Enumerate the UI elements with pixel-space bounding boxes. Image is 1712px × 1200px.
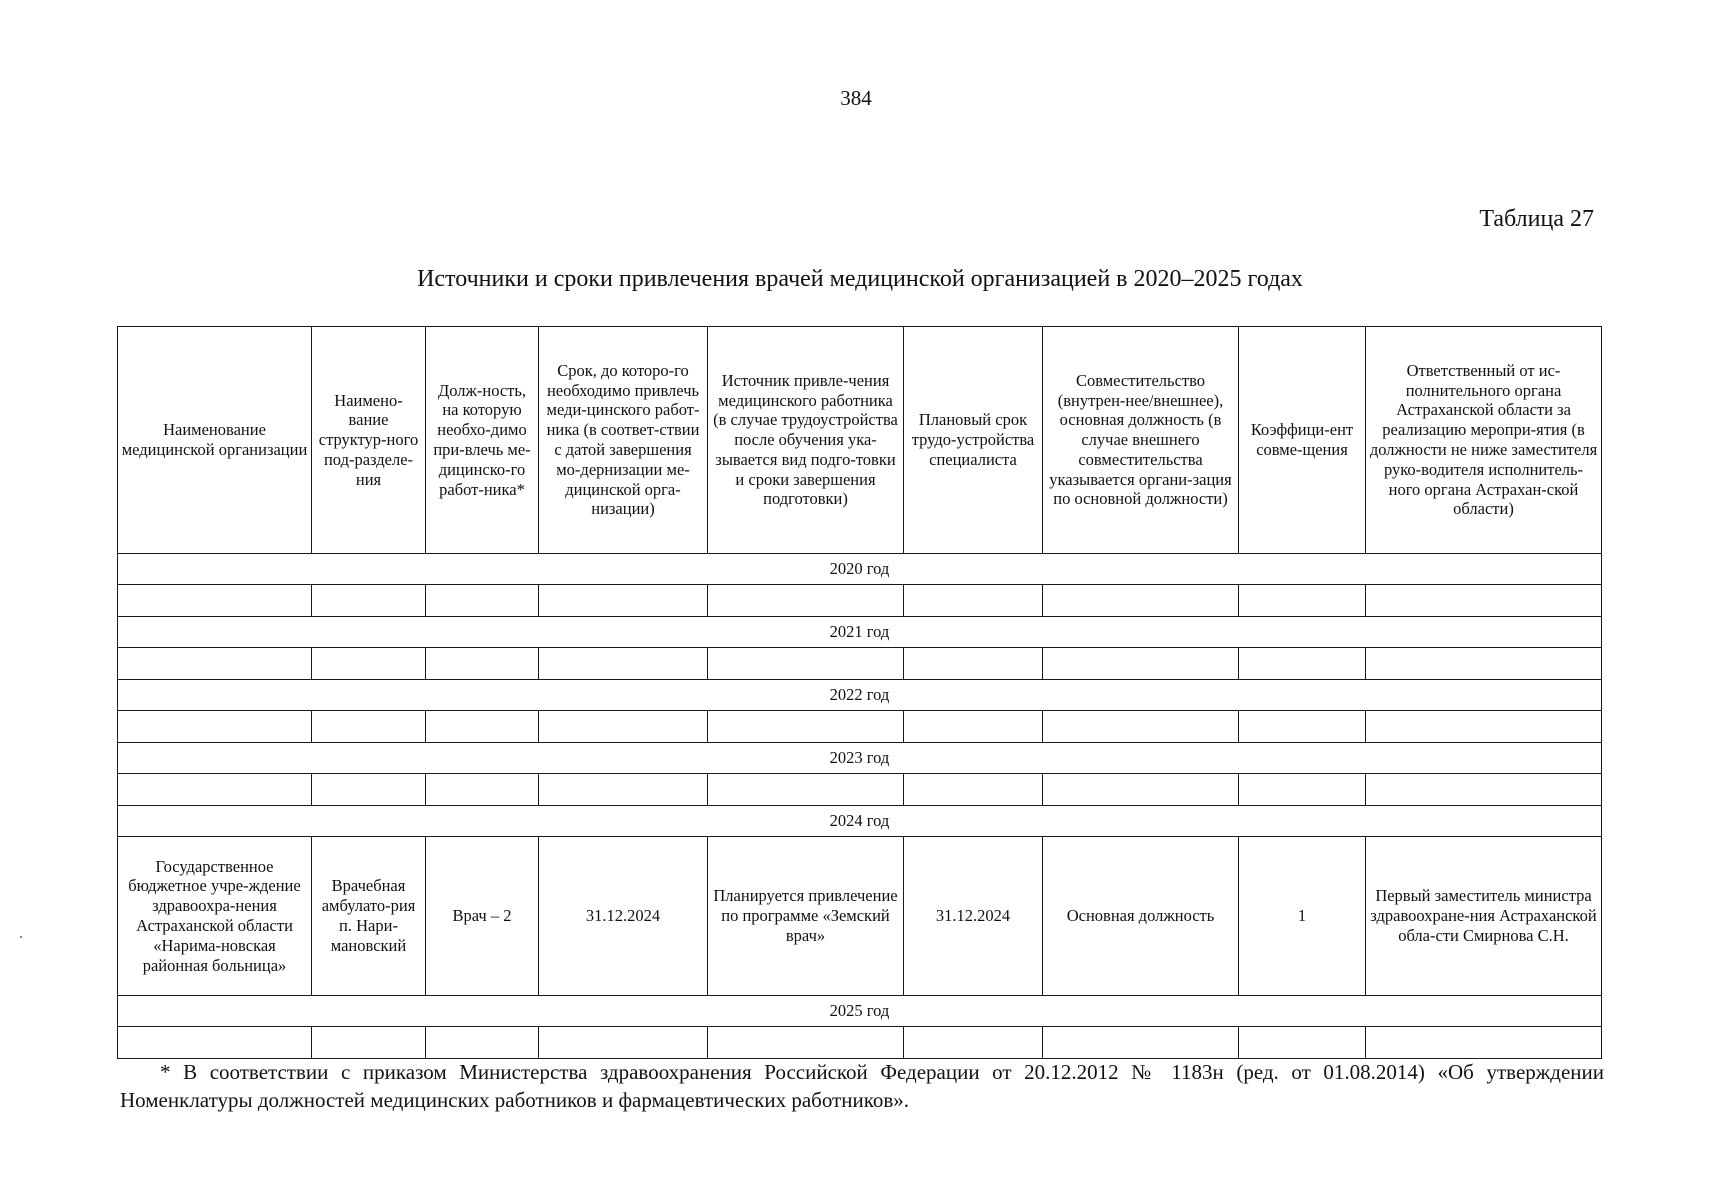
table-cell	[118, 585, 312, 617]
column-header: Срок, до которо-го необходимо привлечь меди-цинского работ-ника (в соответ-ствии с датой завершения мо-дернизации ме-дицинской орга-низации)	[539, 327, 708, 554]
table-title: Источники и сроки привлечения врачей медицинской организацией в 2020–2025 годах	[417, 266, 1303, 292]
table-cell: Планируется привлечение по программе «Земский врач»	[708, 837, 904, 996]
table-cell: Врач – 2	[426, 837, 539, 996]
year-label: 2020 год	[118, 554, 1602, 585]
table-cell: 31.12.2024	[904, 837, 1043, 996]
table-cell	[904, 1027, 1043, 1059]
table-cell	[1043, 648, 1239, 680]
table-cell	[312, 711, 426, 743]
column-header: Совместительство (внутрен-нее/внешнее), основная должность (в случае внешнего совместительства указывается органи-зация по основной должности)	[1043, 327, 1239, 554]
table-cell	[708, 648, 904, 680]
year-label: 2024 год	[118, 806, 1602, 837]
table-cell	[118, 648, 312, 680]
table-cell	[118, 1027, 312, 1059]
year-row	[118, 617, 1602, 648]
column-header: Коэффици-ент совме-щения	[1239, 327, 1366, 554]
scan-speck	[20, 936, 22, 938]
table-cell	[1366, 774, 1602, 806]
table-cell	[539, 1027, 708, 1059]
table-row	[118, 837, 1602, 996]
table-cell	[708, 774, 904, 806]
table-cell	[1043, 774, 1239, 806]
column-header: Ответственный от ис-полнительного органа Астраханской области за реализацию меропри-ятия (в должности не ниже заместителя руко-водителя исполнитель-ного органа Астрахан-ской области)	[1366, 327, 1602, 554]
table-cell	[1043, 1027, 1239, 1059]
table-row	[118, 585, 1602, 617]
table-row	[118, 711, 1602, 743]
column-header: Долж-ность, на которую необхо-димо при-влечь ме-дицинско-го работ-ника*	[426, 327, 539, 554]
table-cell	[539, 711, 708, 743]
table-cell	[539, 774, 708, 806]
table-cell	[1239, 711, 1366, 743]
table-cell	[426, 774, 539, 806]
table-cell	[904, 648, 1043, 680]
header-row	[118, 327, 1602, 554]
table-cell	[1366, 648, 1602, 680]
table-cell: 1	[1239, 837, 1366, 996]
year-row	[118, 554, 1602, 585]
table-cell	[312, 585, 426, 617]
table-cell	[904, 585, 1043, 617]
table-row	[118, 774, 1602, 806]
year-row	[118, 743, 1602, 774]
table-cell	[539, 648, 708, 680]
table-cell	[1239, 585, 1366, 617]
page-number: 384	[840, 86, 872, 110]
table-cell: Основная должность	[1043, 837, 1239, 996]
year-label: 2022 год	[118, 680, 1602, 711]
table-cell	[426, 585, 539, 617]
table-cell	[426, 711, 539, 743]
table-cell	[708, 1027, 904, 1059]
column-header: Источник привле-чения медицинского работника (в случае трудоустройства после обучения ука-зывается вид подго-товки и сроки завершения подготовки)	[708, 327, 904, 554]
table-cell: 31.12.2024	[539, 837, 708, 996]
table-cell	[1043, 585, 1239, 617]
table-cell	[118, 711, 312, 743]
column-header: Плановый срок трудо-устройства специалиста	[904, 327, 1043, 554]
table-cell	[312, 648, 426, 680]
table-cell	[1239, 1027, 1366, 1059]
data-table	[117, 326, 1602, 1059]
table-cell: Врачебная амбулато-рия п. Нари-мановский	[312, 837, 426, 996]
year-row	[118, 680, 1602, 711]
table-cell	[708, 585, 904, 617]
table-cell	[426, 648, 539, 680]
year-row	[118, 806, 1602, 837]
table-label: Таблица 27	[1479, 206, 1594, 232]
table-cell	[904, 774, 1043, 806]
table-cell	[312, 774, 426, 806]
year-label: 2025 год	[118, 996, 1602, 1027]
year-label: 2021 год	[118, 617, 1602, 648]
column-header: Наименование медицинской организации	[118, 327, 312, 554]
footnote: * В соответствии с приказом Министерства здравоохранения Российской Федерации от 20.12.2012 № 1183н (ред. от 01.08.2014) «Об утверждении Номенклатуры должностей медицинских работников и фармацевтических работников».	[120, 1060, 1604, 1113]
column-header: Наимено-вание структур-ного под-разделе-ния	[312, 327, 426, 554]
year-label: 2023 год	[118, 743, 1602, 774]
table-cell	[1366, 1027, 1602, 1059]
table-cell	[539, 585, 708, 617]
table-cell	[1366, 711, 1602, 743]
table-row	[118, 648, 1602, 680]
table-cell	[1239, 774, 1366, 806]
table-cell: Первый заместитель министра здравоохране-ния Астраханской обла-сти Смирнова С.Н.	[1366, 837, 1602, 996]
table-cell	[312, 1027, 426, 1059]
table-cell: Государственное бюджетное учре-ждение здравоохра-нения Астраханской области «Нарима-новская районная больница»	[118, 837, 312, 996]
table-cell	[426, 1027, 539, 1059]
table-cell	[708, 711, 904, 743]
table-cell	[904, 711, 1043, 743]
table-cell	[118, 774, 312, 806]
year-row	[118, 996, 1602, 1027]
table-cell	[1043, 711, 1239, 743]
table-cell	[1239, 648, 1366, 680]
table-row	[118, 1027, 1602, 1059]
table-cell	[1366, 585, 1602, 617]
